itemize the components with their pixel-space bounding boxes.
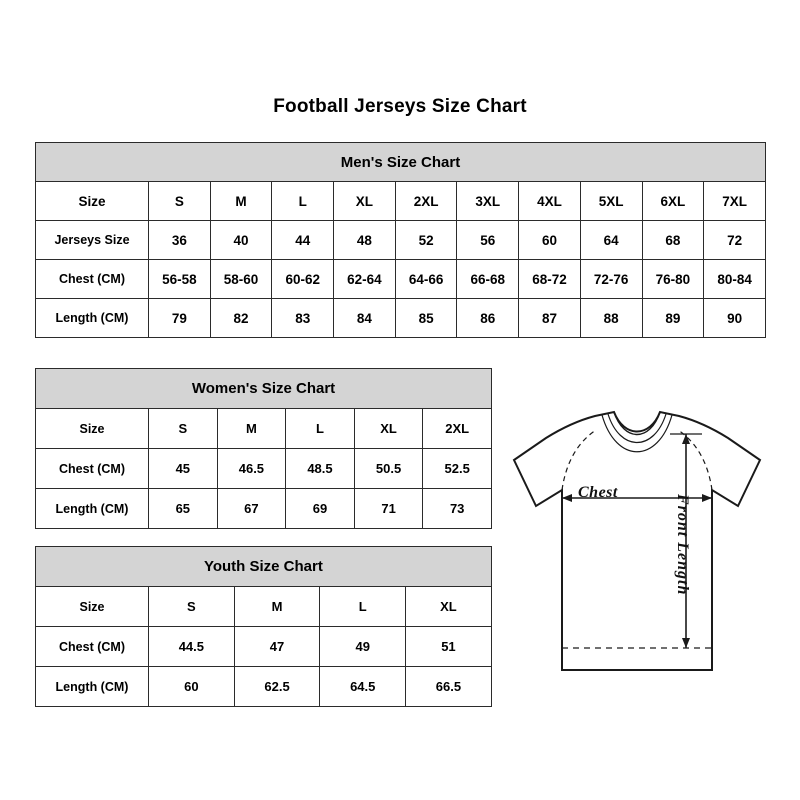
table-row <box>36 221 766 260</box>
cell: 66-68 <box>457 260 519 299</box>
cell: 84 <box>334 299 396 338</box>
cell: 83 <box>272 299 334 338</box>
cell: 72 <box>704 221 766 260</box>
row-label: Chest (CM) <box>36 260 149 299</box>
cell: 45 <box>149 449 218 489</box>
table-caption-row <box>36 547 492 587</box>
cell: 51 <box>406 627 492 667</box>
column-header: M <box>234 587 320 627</box>
column-header: 7XL <box>704 182 766 221</box>
cell: 44.5 <box>149 627 235 667</box>
mens-table-caption: Men's Size Chart <box>36 143 766 182</box>
column-header: XL <box>354 409 423 449</box>
cell: 76-80 <box>642 260 704 299</box>
table-row <box>36 260 766 299</box>
cell: 56-58 <box>149 260 211 299</box>
cell: 60 <box>519 221 581 260</box>
cell: 79 <box>149 299 211 338</box>
table-caption-row <box>36 143 766 182</box>
cell: 47 <box>234 627 320 667</box>
row-label: Jerseys Size <box>36 221 149 260</box>
cell: 52.5 <box>423 449 492 489</box>
column-header: 2XL <box>423 409 492 449</box>
column-header: S <box>149 182 211 221</box>
cell: 46.5 <box>217 449 286 489</box>
mens-size-chart-container <box>35 142 766 338</box>
column-header: 5XL <box>580 182 642 221</box>
column-header-size: Size <box>36 587 149 627</box>
cell: 71 <box>354 489 423 529</box>
cell: 48.5 <box>286 449 355 489</box>
row-label: Length (CM) <box>36 667 149 707</box>
column-header: M <box>217 409 286 449</box>
cell: 68 <box>642 221 704 260</box>
cell: 56 <box>457 221 519 260</box>
column-header: XL <box>406 587 492 627</box>
table-header-row <box>36 409 492 449</box>
cell: 72-76 <box>580 260 642 299</box>
cell: 49 <box>320 627 406 667</box>
tshirt-outline-icon <box>500 398 790 698</box>
cell: 68-72 <box>519 260 581 299</box>
column-header: M <box>210 182 272 221</box>
youth-table-caption: Youth Size Chart <box>36 547 492 587</box>
mens-size-chart-table <box>35 142 766 338</box>
column-header: 4XL <box>519 182 581 221</box>
column-header: XL <box>334 182 396 221</box>
cell: 80-84 <box>704 260 766 299</box>
row-label: Length (CM) <box>36 299 149 338</box>
cell: 52 <box>395 221 457 260</box>
column-header: 2XL <box>395 182 457 221</box>
cell: 73 <box>423 489 492 529</box>
cell: 40 <box>210 221 272 260</box>
cell: 86 <box>457 299 519 338</box>
page-title: Football Jerseys Size Chart <box>273 96 527 117</box>
tshirt-measurement-diagram <box>500 398 790 698</box>
column-header: S <box>149 587 235 627</box>
column-header: 6XL <box>642 182 704 221</box>
column-header: S <box>149 409 218 449</box>
row-label: Chest (CM) <box>36 449 149 489</box>
table-caption-row <box>36 369 492 409</box>
cell: 48 <box>334 221 396 260</box>
cell: 60 <box>149 667 235 707</box>
column-header: L <box>272 182 334 221</box>
row-label: Length (CM) <box>36 489 149 529</box>
row-label: Chest (CM) <box>36 627 149 667</box>
womens-size-chart-container <box>35 368 492 529</box>
table-row <box>36 299 766 338</box>
cell: 66.5 <box>406 667 492 707</box>
cell: 69 <box>286 489 355 529</box>
table-row <box>36 627 492 667</box>
cell: 64.5 <box>320 667 406 707</box>
table-row <box>36 667 492 707</box>
youth-size-chart-table <box>35 546 492 707</box>
cell: 50.5 <box>354 449 423 489</box>
cell: 58-60 <box>210 260 272 299</box>
cell: 62.5 <box>234 667 320 707</box>
cell: 90 <box>704 299 766 338</box>
column-header: L <box>286 409 355 449</box>
table-header-row <box>36 182 766 221</box>
cell: 44 <box>272 221 334 260</box>
womens-table-caption: Women's Size Chart <box>36 369 492 409</box>
column-header: 3XL <box>457 182 519 221</box>
cell: 85 <box>395 299 457 338</box>
table-row <box>36 449 492 489</box>
cell: 89 <box>642 299 704 338</box>
cell: 36 <box>149 221 211 260</box>
column-header: L <box>320 587 406 627</box>
cell: 88 <box>580 299 642 338</box>
cell: 62-64 <box>334 260 396 299</box>
chest-measurement-label: Chest <box>578 484 618 501</box>
table-header-row <box>36 587 492 627</box>
cell: 82 <box>210 299 272 338</box>
cell: 87 <box>519 299 581 338</box>
cell: 67 <box>217 489 286 529</box>
cell: 60-62 <box>272 260 334 299</box>
table-row <box>36 489 492 529</box>
cell: 64-66 <box>395 260 457 299</box>
youth-size-chart-container <box>35 546 492 707</box>
cell: 65 <box>149 489 218 529</box>
column-header-size: Size <box>36 409 149 449</box>
column-header-size: Size <box>36 182 149 221</box>
cell: 64 <box>580 221 642 260</box>
womens-size-chart-table <box>35 368 492 529</box>
front-length-measurement-label: Front Length <box>674 494 691 596</box>
